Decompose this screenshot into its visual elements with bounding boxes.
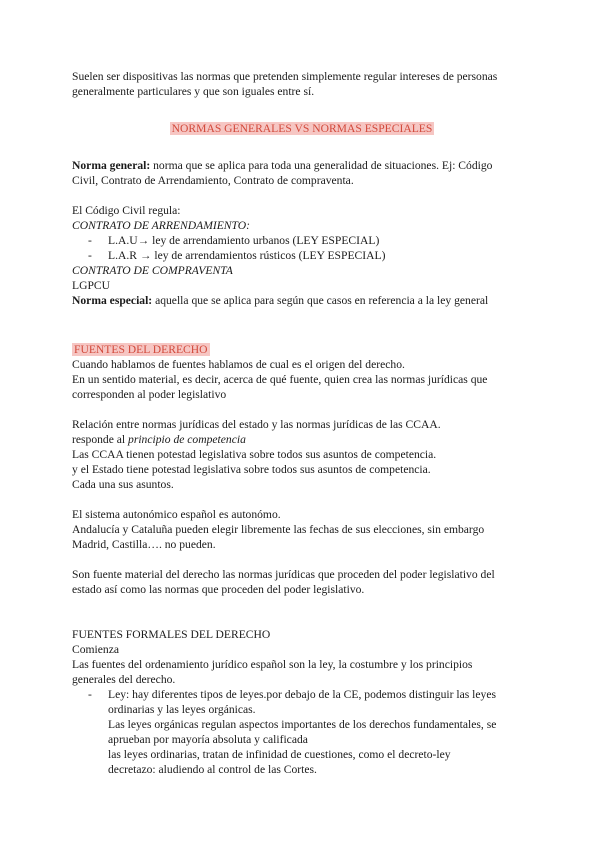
text-line: Las CCAA tienen potestad legislativa sobre todos sus asuntos de competencia. [72,448,437,461]
text-line: decretazo: aludiendo al control de las Cortes. [108,763,317,776]
text-span: responde al [72,433,129,446]
list-item: - L.A.R → ley de arrendamientos rústicos (LEY ESPECIAL) [88,248,532,263]
heading-highlight: FUENTES DEL DERECHO [74,343,208,356]
definition-text: norma que se aplica para toda una generalidad de situaciones. Ej: Código [150,159,493,172]
text-line: Comienza [72,643,120,656]
text-line: estado así como las normas que proceden del poder legislativo. [72,583,365,596]
intro-line: Suelen ser dispositivas las normas que pretenden simplemente regular intereses de personas [72,70,498,83]
section-heading-fuentes [72,342,532,357]
text-line: Las fuentes del ordenamiento jurídico español son la ley, la costumbre y los principios [72,658,473,671]
list-item: - L.A.U→ ley de arrendamiento urbanos (LEY ESPECIAL) [88,233,532,248]
term-norma-general: Norma general: [72,159,151,172]
text-line: El sistema autonómico español es autonómo. [72,508,281,521]
document-body [72,69,532,777]
term-norma-especial: Norma especial: [72,294,153,307]
intro-line: generalmente particulares y que son iguales entre sí. [72,85,315,98]
norma-especial-paragraph [72,293,532,308]
definition-text: aquella que se aplica para según que casos en referencia a la ley general [152,294,489,307]
text-line: Andalucía y Cataluña pueden elegir libremente las fechas de sus elecciones, sin embargo [72,523,485,536]
text-line: Madrid, Castilla…. no pueden. [72,538,216,551]
text-line: Las leyes orgánicas regulan aspectos importantes de los derechos fundamentales, se [108,718,497,731]
text-line: y el Estado tiene potestad legislativa sobre todos sus asuntos de competencia. [72,463,431,476]
section-heading-normas [72,121,532,136]
text-line: En un sentido material, es decir, acerca de qué fuente, quien crea las normas jurídicas que [72,373,488,386]
norma-general-paragraph [72,158,532,173]
principio-competencia: principio de competencia [128,433,246,446]
definition-text: Civil, Contrato de Arrendamiento, Contrato de compraventa. [72,174,354,187]
subheading-arrendamiento: CONTRATO DE ARRENDAMIENTO: [72,219,250,232]
ley-list [72,687,532,777]
text-line [72,432,532,447]
text-line: las leyes ordinarias, tratan de infinidad de cuestiones, como el decreto-ley [108,748,451,761]
text-line: - Ley: hay diferentes tipos de leyes.por debajo de la CE, podemos distinguir las leyes [108,688,496,701]
text-line: aprueban por mayoría absoluta y calificada [108,733,308,746]
text-line: ordinarias y las leyes orgánicas. [108,703,256,716]
subheading-compraventa: CONTRATO DE COMPRAVENTA [72,264,233,277]
text-line: Relación entre normas jurídicas del estado y las normas jurídicas de las CCAA. [72,418,441,431]
text-line: LGPCU [72,279,111,292]
text-line: Cuando hablamos de fuentes hablamos de cual es el origen del derecho. [72,358,405,371]
text-line: El Código Civil regula: [72,204,181,217]
law-list [72,233,532,263]
section-heading-fuentes-formales: FUENTES FORMALES DEL DERECHO [72,628,271,641]
text-line: generales del derecho. [72,673,176,686]
text-line: corresponden al poder legislativo [72,388,227,401]
heading-highlight: NORMAS GENERALES VS NORMAS ESPECIALES [171,122,433,135]
text-line: Cada una sus asuntos. [72,478,174,491]
list-item-ley [88,687,532,777]
text-line: Son fuente material del derecho las normas jurídicas que proceden del poder legislativo del [72,568,495,581]
